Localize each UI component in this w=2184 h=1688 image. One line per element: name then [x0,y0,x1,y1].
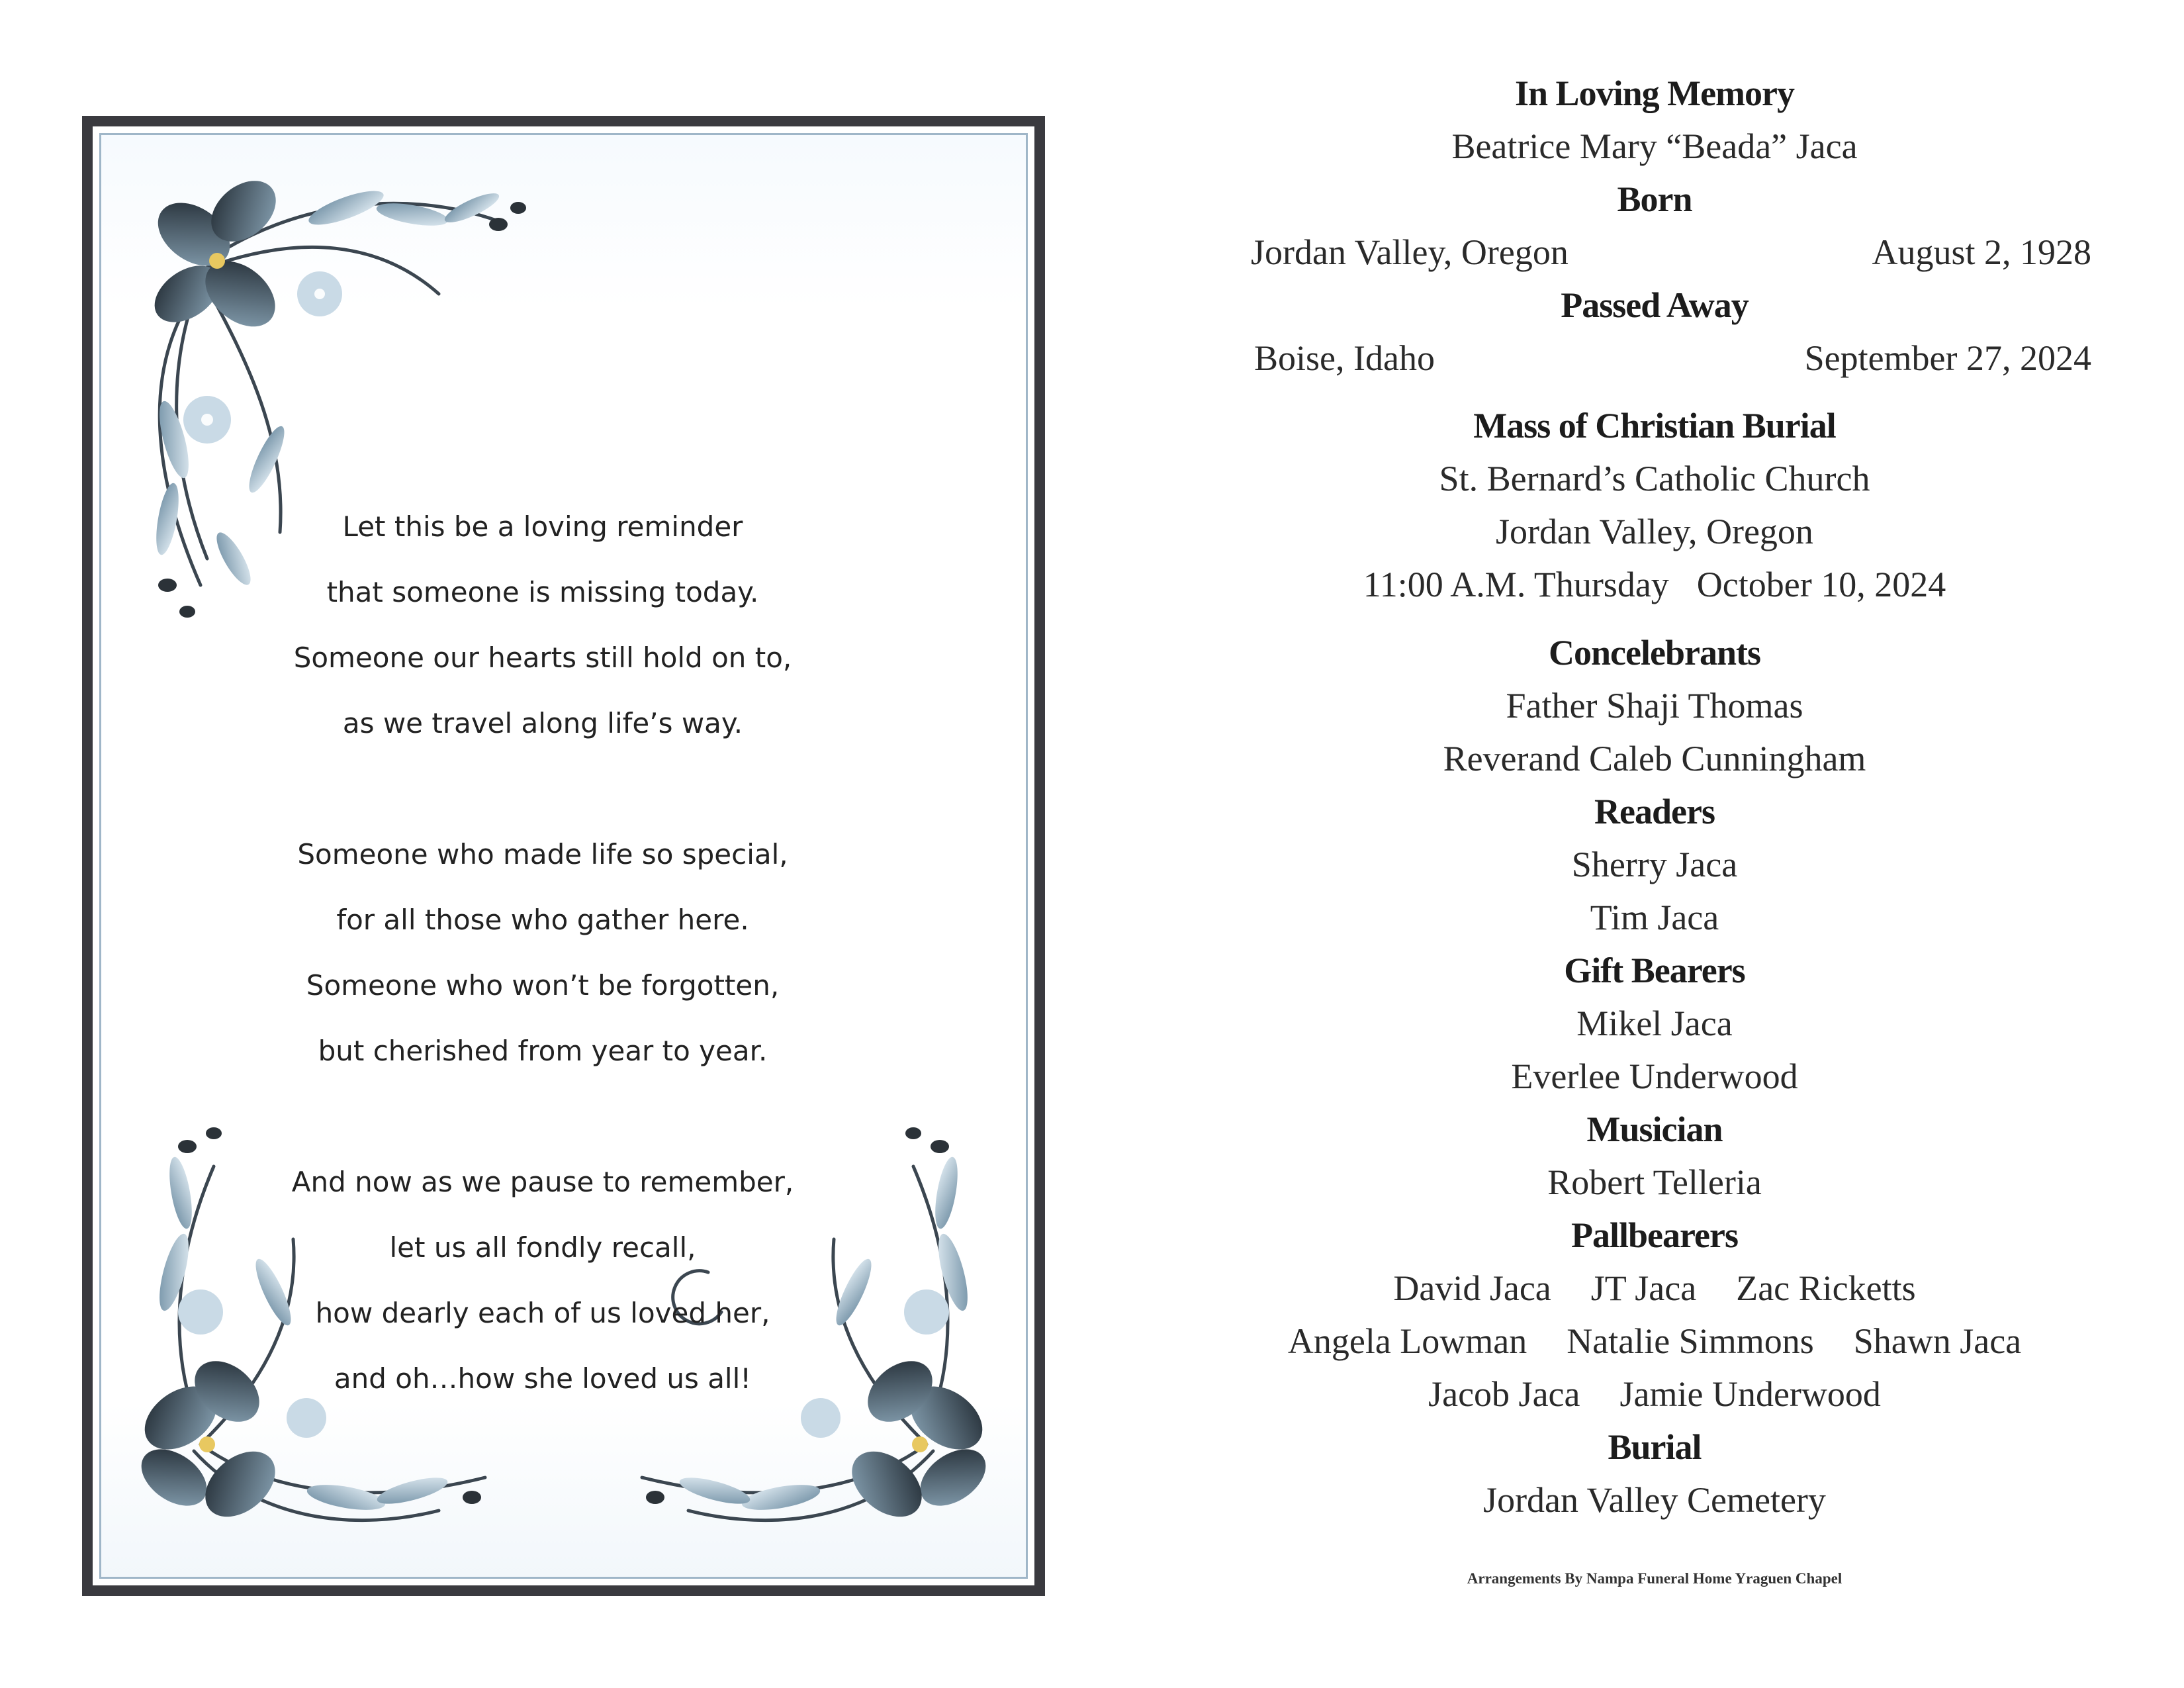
mass-time: 11:00 A.M. Thursday [1363,565,1669,604]
poem-line: And now as we pause to remember, [291,1166,794,1198]
reader-name: Tim Jaca [1590,898,1719,937]
passed-away-heading: Passed Away [1561,285,1749,325]
pallbearer-name: Jamie Underwood [1619,1374,1881,1414]
pallbearer-name: JT Jaca [1590,1268,1697,1308]
pallbearers-heading: Pallbearers [1571,1215,1738,1255]
pallbearers-row [1218,1268,2091,1309]
concelebrants-heading: Concelebrants [1549,633,1760,673]
pallbearers-row [1218,1374,2091,1415]
pallbearer-name: Zac Ricketts [1736,1268,1916,1308]
burial-heading: Burial [1608,1427,1702,1467]
poem-line: and oh…how she loved us all! [334,1362,752,1395]
poem-line: but cherished from year to year. [318,1035,768,1067]
poem-line: Someone who won’t be forgotten, [306,969,780,1002]
mass-date: October 10, 2024 [1696,565,1946,604]
program-heading: In Loving Memory [1515,73,1794,113]
poem-line: that someone is missing today. [326,576,759,608]
deceased-name: Beatrice Mary “Beada” Jaca [1451,126,1858,166]
funeral-home-credit: Arrangements By Nampa Funeral Home Yraguen Chapel [1467,1570,1843,1587]
concelebrant-name: Father Shaji Thomas [1506,686,1803,726]
musician-name: Robert Telleria [1547,1162,1762,1202]
birth-date: August 2, 1928 [1872,232,2091,272]
reader-name: Sherry Jaca [1571,845,1738,884]
burial-place: Jordan Valley Cemetery [1483,1480,1826,1520]
pallbearer-name: Natalie Simmons [1567,1321,1814,1361]
poem-line: let us all fondly recall, [389,1231,696,1264]
mass-location: Jordan Valley, Oregon [1496,512,1813,551]
pallbearer-name: David Jaca [1393,1268,1551,1308]
memorial-poem [251,494,834,1411]
death-date: September 27, 2024 [1804,338,2091,378]
poem-stanza-break [251,1084,834,1149]
pallbearer-name: Jacob Jaca [1428,1374,1580,1414]
gift-bearers-heading: Gift Bearers [1564,951,1745,990]
musician-heading: Musician [1586,1109,1723,1149]
death-place: Boise, Idaho [1254,338,1435,378]
poem-line: how dearly each of us loved her, [315,1297,770,1329]
mass-heading: Mass of Christian Burial [1473,406,1836,445]
passed-away-details [1218,338,2091,379]
mass-church: St. Bernard’s Catholic Church [1439,459,1870,498]
gift-bearer-name: Everlee Underwood [1511,1056,1798,1096]
gift-bearer-name: Mikel Jaca [1576,1004,1733,1043]
poem-frame [82,116,1045,1596]
pallbearer-name: Shawn Jaca [1853,1321,2022,1361]
poem-line: Someone our hearts still hold on to, [293,641,792,674]
poem-line: for all those who gather here. [336,904,749,936]
pallbearer-name: Angela Lowman [1287,1321,1527,1361]
readers-heading: Readers [1594,792,1715,831]
born-details [1218,232,2091,273]
service-program [1218,0,2091,1688]
poem-line: Let this be a loving reminder [342,510,743,543]
poem-line: as we travel along life’s way. [342,707,743,739]
birth-place: Jordan Valley, Oregon [1251,232,1569,272]
born-heading: Born [1617,179,1692,219]
pallbearers-row [1218,1321,2091,1362]
mass-datetime [1218,564,2091,605]
poem-stanza-break [251,756,834,821]
poem-line: Someone who made life so special, [297,838,788,870]
concelebrant-name: Reverand Caleb Cunningham [1443,739,1866,778]
